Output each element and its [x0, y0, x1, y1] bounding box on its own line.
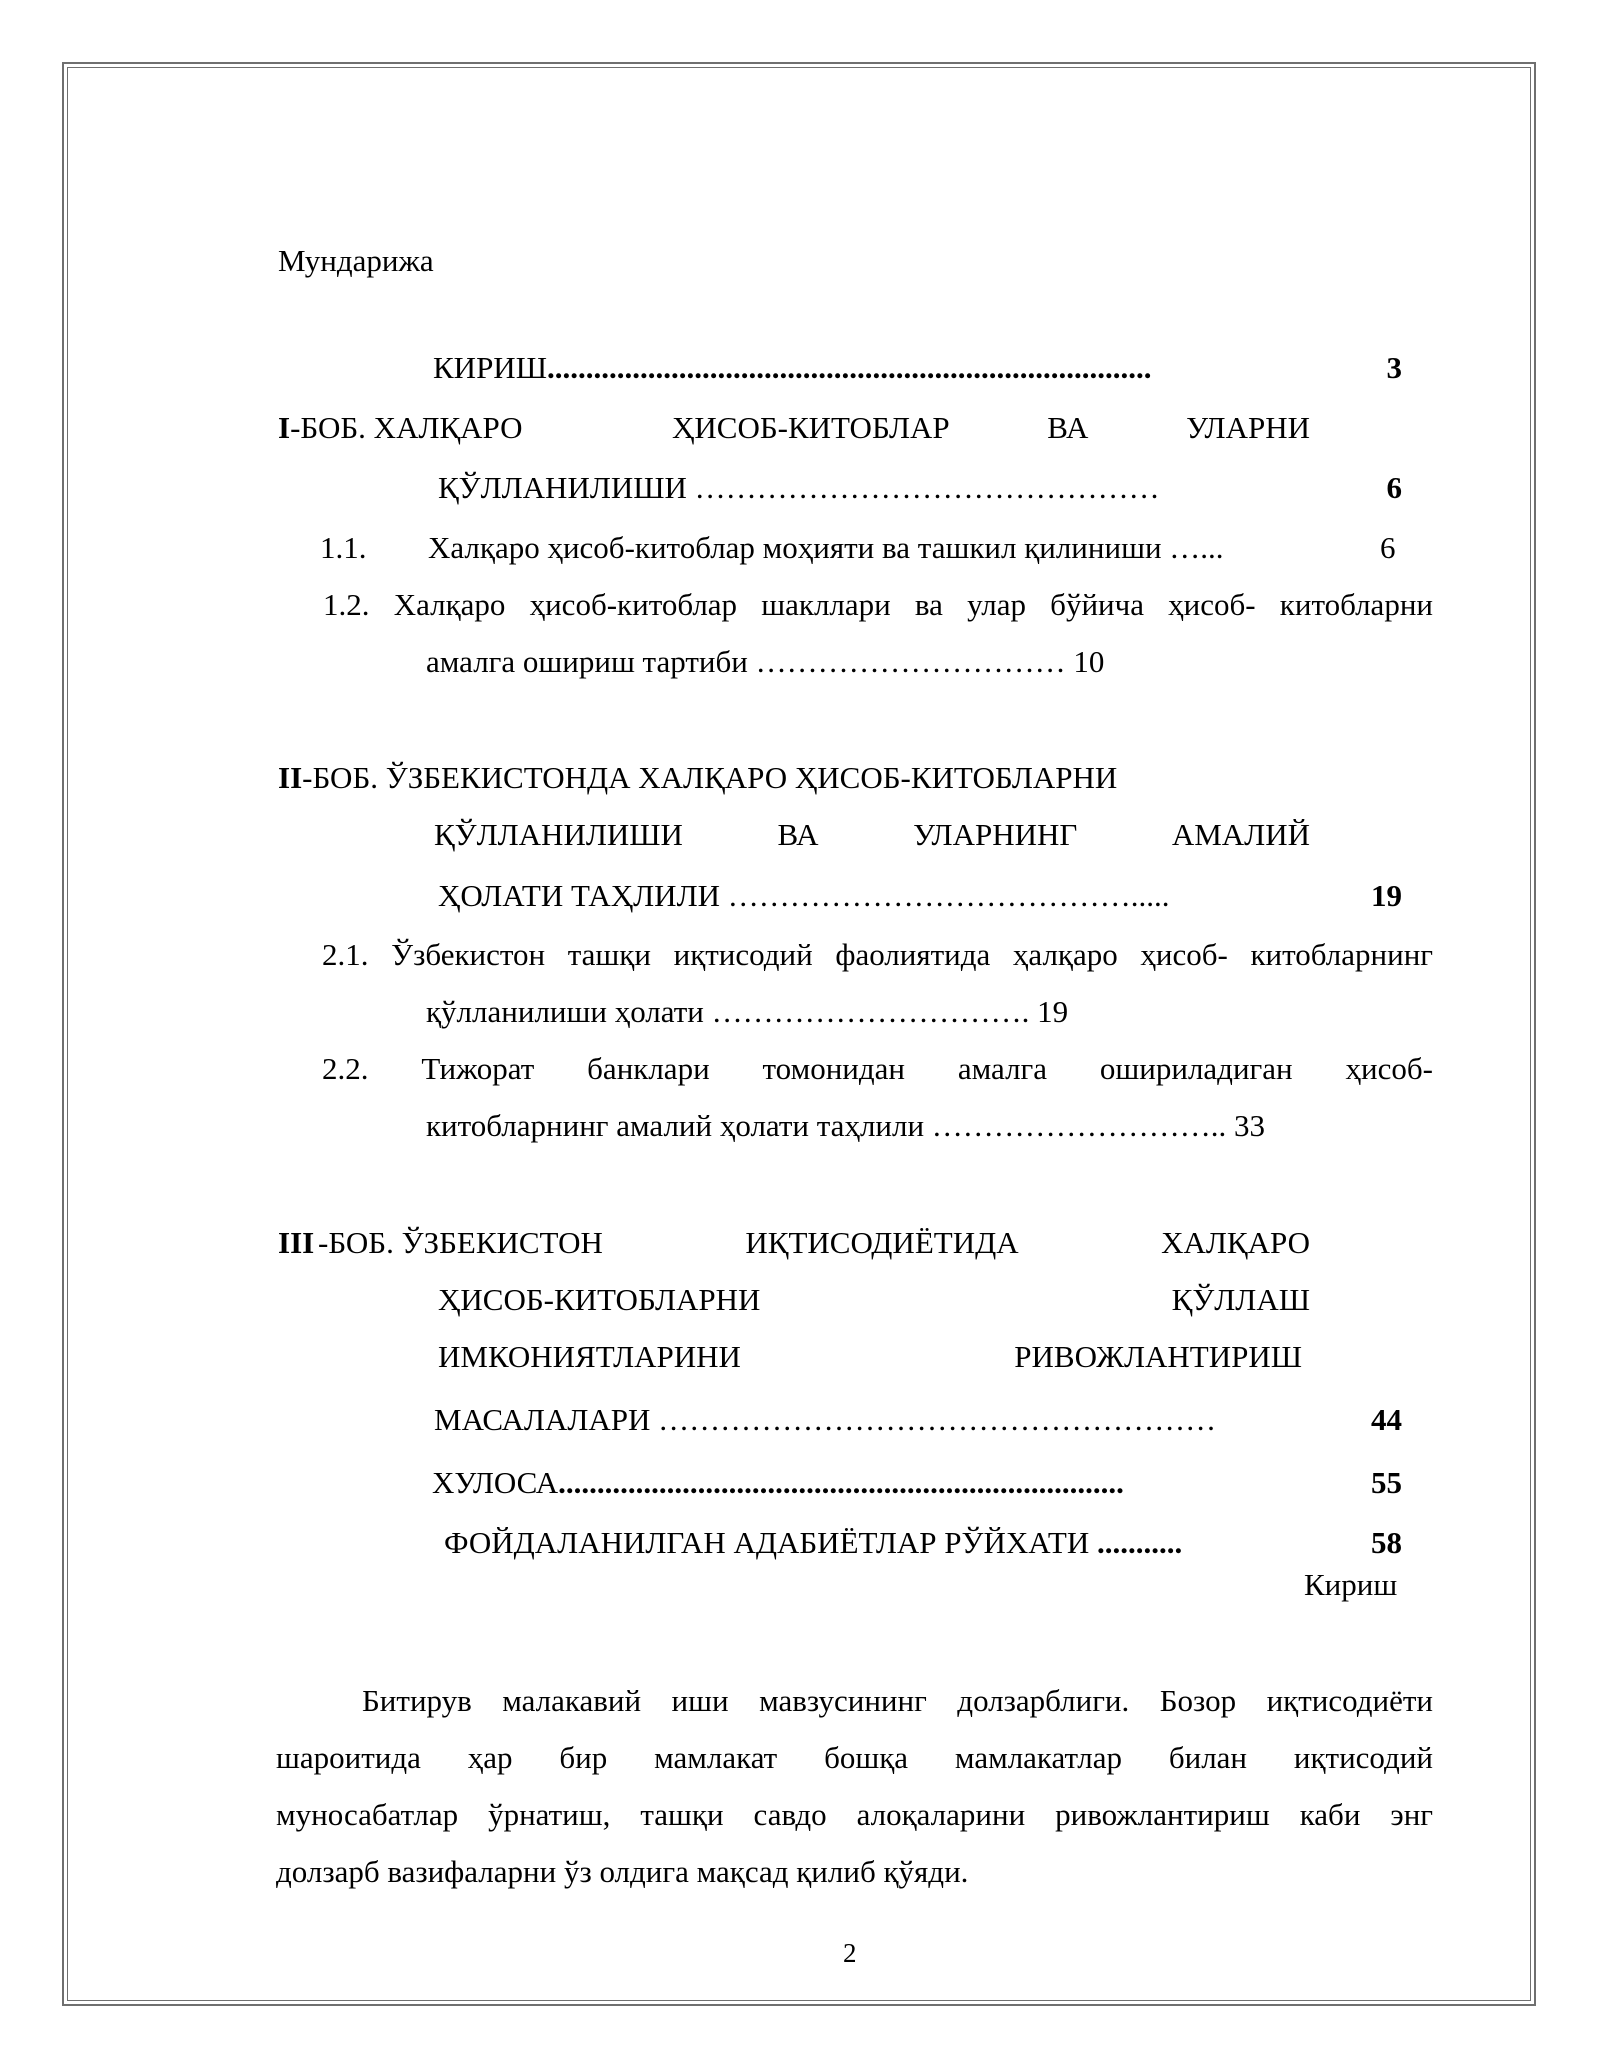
toc-ch3-title-line2[interactable]: ҲИСОБ-КИТОБЛАРНИ ҚЎЛЛАШ — [438, 1282, 1310, 1317]
paragraph-line-3: муносабатлар ўрнатиш, ташқи савдо алоқаларини ривожлантириш каби энг — [276, 1797, 1433, 1832]
toc-page-conclusion: 55 — [1371, 1465, 1402, 1500]
toc-entry-intro[interactable]: КИРИШ.............................................................................. — [433, 350, 1152, 385]
toc-ch3-roman[interactable]: III — [278, 1225, 315, 1260]
toc-ch3-title-end[interactable]: МАСАЛАЛАРИ ……………………………………………… — [434, 1402, 1217, 1437]
toc-ch2-title-start[interactable]: II-БОБ. ЎЗБЕКИСТОНДА ХАЛҚАРО ҲИСОБ-КИТОБЛАРНИ — [278, 760, 1118, 795]
paragraph-line-1: Битирув малакавий иши мавзусининг долзарблиги. Бозор иқтисодиёти — [362, 1683, 1434, 1718]
toc-ch2-title-words[interactable]: ҚЎЛЛАНИЛИШИ ВА УЛАРНИНГ АМАЛИЙ — [434, 817, 1310, 852]
toc-ch1-title-words[interactable]: ҲИСОБ-КИТОБЛАР ВА УЛАРНИ — [672, 410, 1310, 445]
toc-ch3-title-line3[interactable]: ИМКОНИЯТЛАРИНИ РИВОЖЛАНТИРИШ — [438, 1339, 1302, 1374]
toc-page-ch3: 44 — [1371, 1402, 1402, 1437]
toc-entry-references[interactable]: ФОЙДАЛАНИЛГАН АДАБИЁТЛАР РЎЙХАТИ ........... — [444, 1525, 1183, 1560]
toc-page-references: 58 — [1371, 1525, 1402, 1560]
toc-s22-title[interactable]: 2.2. Тижорат банклари томонидан амалга ошириладиган ҳисоб- — [322, 1051, 1433, 1086]
toc-entry-conclusion[interactable]: ХУЛОСА......................................................................... — [432, 1465, 1124, 1500]
toc-s11-title[interactable]: Халқаро ҳисоб-китоблар моҳияти ва ташкил қилиниши …... — [428, 530, 1224, 565]
toc-s21-title[interactable]: 2.1. Ўзбекистон ташқи иқтисодий фаолиятида ҳалқаро ҳисоб- китобларнинг — [322, 937, 1433, 972]
section-heading-intro: Кириш — [1304, 1567, 1398, 1602]
toc-s21-title-cont[interactable]: қўлланилиши ҳолати …………………………. 19 — [426, 994, 1069, 1029]
toc-page-s11: 6 — [1380, 530, 1396, 565]
toc-s12-title[interactable]: 1.2. Халқаро ҳисоб-китоблар шакллари ва улар бўйича ҳисоб- китобларни — [323, 587, 1433, 622]
toc-heading: Мундарижа — [278, 243, 434, 278]
paragraph-line-2: шароитида ҳар бир мамлакат бошқа мамлакатлар билан иқтисодий — [276, 1740, 1433, 1775]
toc-s11-number: 1.1. — [320, 530, 367, 565]
toc-page-ch1: 6 — [1386, 470, 1402, 505]
toc-ch1-title-start[interactable]: I-БОБ. ХАЛҚАРО — [278, 410, 523, 445]
toc-page-intro: 3 — [1386, 350, 1402, 385]
toc-ch2-title-end[interactable]: ҲОЛАТИ ТАҲЛИЛИ …………………………………..... — [438, 878, 1170, 913]
paragraph-line-4: долзарб вазифаларни ўз олдига мақсад қилиб қўяди. — [276, 1854, 969, 1889]
toc-s22-title-cont[interactable]: китобларнинг амалий ҳолати таҳлили ……………………….. 33 — [426, 1108, 1266, 1143]
toc-ch3-title-line1[interactable]: -БОБ. ЎЗБЕКИСТОН ИҚТИСОДИЁТИДА ХАЛҚАРО — [318, 1225, 1310, 1260]
toc-s12-title-cont[interactable]: амалга ошириш тартиби ………………………… 10 — [426, 644, 1105, 679]
toc-ch1-title-end[interactable]: ҚЎЛЛАНИЛИШИ ……………………………………… — [438, 470, 1160, 505]
toc-page-ch2: 19 — [1371, 878, 1402, 913]
page-number: 2 — [843, 1938, 857, 1968]
